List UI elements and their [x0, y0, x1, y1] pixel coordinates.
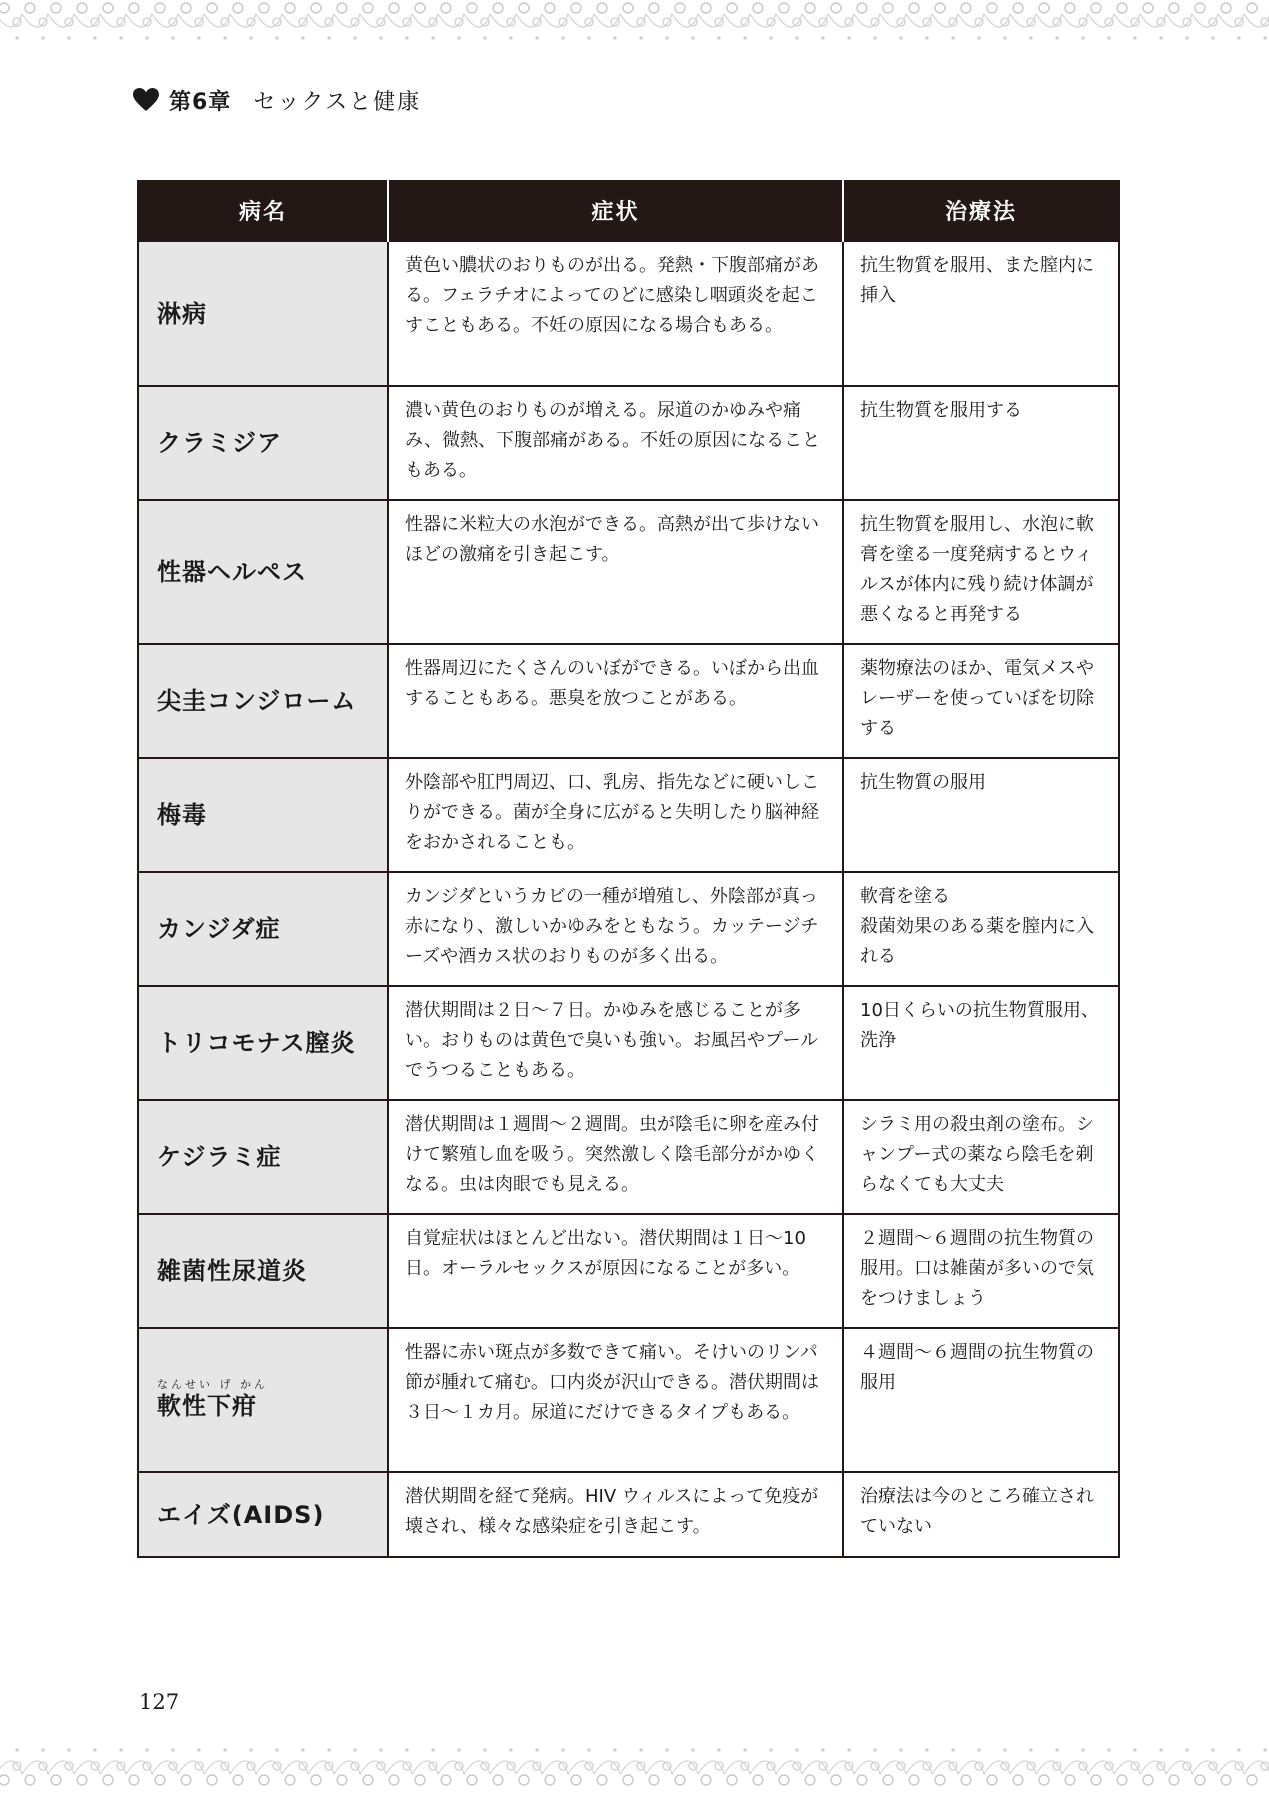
- table-header-row: [138, 180, 1119, 241]
- disease-symptoms: 潜伏期間は１週間～２週間。虫が陰毛に卵を産み付けて繁殖し血を吸う。突然激しく陰毛部分がかゆくなる。虫は肉眼でも見える。: [388, 1100, 843, 1214]
- disease-name-text: 軟性下疳: [157, 1392, 257, 1420]
- disease-name: 尖圭コンジローム: [138, 644, 388, 758]
- disease-symptoms: カンジダというカビの一種が増殖し、外陰部が真っ赤になり、激しいかゆみをともなう。カッテージチーズや酒カス状のおりものが多く出る。: [388, 872, 843, 986]
- disease-name: 雑菌性尿道炎: [138, 1214, 388, 1328]
- disease-name: トリコモナス膣炎: [138, 986, 388, 1100]
- page-number: 127: [139, 1690, 180, 1714]
- header-disease-name: 病名: [138, 180, 388, 241]
- disease-symptoms: 外陰部や肛門周辺、口、乳房、指先などに硬いしこりができる。菌が全身に広がると失明したり脳神経をおかされることも。: [388, 758, 843, 872]
- disease-name: クラミジア: [138, 386, 388, 500]
- disease-name: [138, 1328, 388, 1472]
- decorative-bottom-border: [0, 1738, 1269, 1788]
- disease-treatment: シラミ用の殺虫剤の塗布。シャンプー式の薬なら陰毛を剃らなくても大丈夫: [843, 1100, 1119, 1214]
- chapter-number: 第6章: [169, 89, 232, 115]
- disease-name: ケジラミ症: [138, 1100, 388, 1214]
- table-row: [138, 758, 1119, 872]
- header-symptoms: 症状: [388, 180, 843, 241]
- disease-symptoms: 潜伏期間は２日～７日。かゆみを感じることが多い。おりものは黄色で臭いも強い。お風呂やプールでうつることもある。: [388, 986, 843, 1100]
- disease-treatment: 10日くらいの抗生物質服用、洗浄: [843, 986, 1119, 1100]
- table-row: [138, 986, 1119, 1100]
- disease-treatment: 軟膏を塗る 殺菌効果のある薬を膣内に入れる: [843, 872, 1119, 986]
- table-row: [138, 1472, 1119, 1557]
- table-row: [138, 241, 1119, 386]
- disease-name: 性器ヘルペス: [138, 500, 388, 644]
- chapter-title: セックスと健康: [253, 89, 422, 115]
- disease-treatment: ４週間～６週間の抗生物質の服用: [843, 1328, 1119, 1472]
- decorative-top-border: [0, 0, 1269, 50]
- disease-symptoms: 性器周辺にたくさんのいぼができる。いぼから出血することもある。悪臭を放つことがある。: [388, 644, 843, 758]
- disease-name: エイズ(AIDS): [138, 1472, 388, 1557]
- table-row: [138, 644, 1119, 758]
- disease-treatment: 抗生物質を服用する: [843, 386, 1119, 500]
- disease-name-with-reading: [157, 1379, 268, 1421]
- furigana-reading: なんせい げ かん: [157, 1378, 268, 1391]
- disease-treatment: ２週間～６週間の抗生物質の服用。口は雑菌が多いので気をつけましょう: [843, 1214, 1119, 1328]
- table-row: [138, 1100, 1119, 1214]
- table-row: [138, 872, 1119, 986]
- table-row: [138, 386, 1119, 500]
- disease-symptoms: 性器に赤い斑点が多数できて痛い。そけいのリンパ節が腫れて痛む。口内炎が沢山できる。潜伏期間は３日～１カ月。尿道にだけできるタイプもある。: [388, 1328, 843, 1472]
- table-row: [138, 500, 1119, 644]
- std-table: [137, 180, 1120, 1558]
- disease-treatment: 治療法は今のところ確立されていない: [843, 1472, 1119, 1557]
- disease-treatment: 薬物療法のほか、電気メスやレーザーを使っていぼを切除する: [843, 644, 1119, 758]
- disease-treatment: 抗生物質の服用: [843, 758, 1119, 872]
- disease-symptoms: 潜伏期間を経て発病。HIV ウィルスによって免疫が壊され、様々な感染症を引き起こす。: [388, 1472, 843, 1557]
- table-row: [138, 1214, 1119, 1328]
- heart-icon: [133, 88, 159, 112]
- disease-symptoms: 黄色い膿状のおりものが出る。発熱・下腹部痛がある。フェラチオによってのどに感染し咽頭炎を起こすこともある。不妊の原因になる場合もある。: [388, 241, 843, 386]
- disease-name: 淋病: [138, 241, 388, 386]
- disease-symptoms: 性器に米粒大の水泡ができる。高熱が出て歩けないほどの激痛を引き起こす。: [388, 500, 843, 644]
- header-treatment: 治療法: [843, 180, 1119, 241]
- disease-name: カンジダ症: [138, 872, 388, 986]
- disease-treatment: 抗生物質を服用、また膣内に挿入: [843, 241, 1119, 386]
- table-row: [138, 1328, 1119, 1472]
- disease-treatment: 抗生物質を服用し、水泡に軟膏を塗る一度発病するとウィルスが体内に残り続け体調が悪くなると再発する: [843, 500, 1119, 644]
- disease-symptoms: 濃い黄色のおりものが増える。尿道のかゆみや痛み、微熱、下腹部痛がある。不妊の原因になることもある。: [388, 386, 843, 500]
- disease-name: 梅毒: [138, 758, 388, 872]
- disease-symptoms: 自覚症状はほとんど出ない。潜伏期間は１日～10日。オーラルセックスが原因になることが多い。: [388, 1214, 843, 1328]
- chapter-header: [133, 82, 421, 118]
